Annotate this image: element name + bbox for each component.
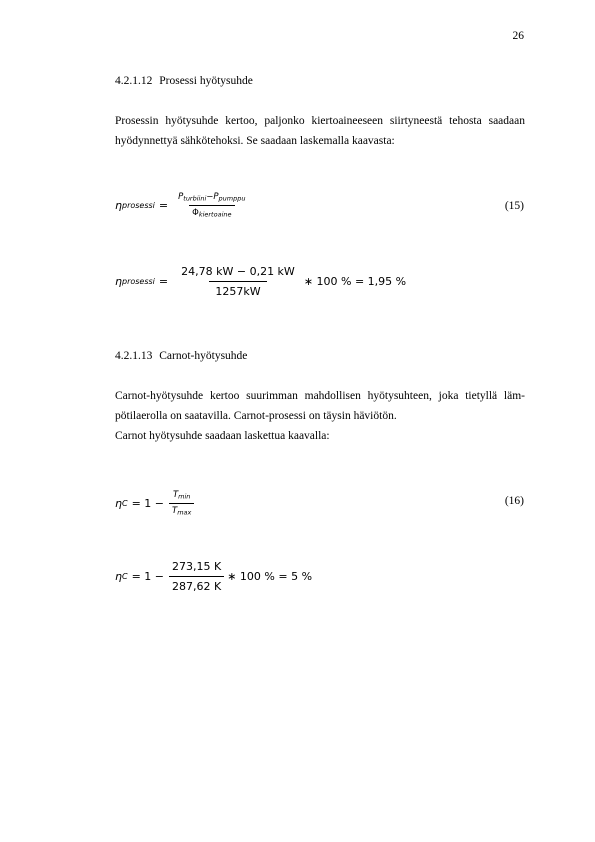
- page-number: 26: [512, 30, 524, 42]
- phi-symbol: Φ: [192, 207, 199, 218]
- section-number: 4.2.1.12: [115, 75, 153, 87]
- section-heading-carnot: [115, 350, 247, 362]
- eta-symbol: η: [115, 275, 122, 288]
- fraction-denominator: [189, 205, 234, 219]
- equation-number: (15): [504, 200, 524, 212]
- fraction-denominator: 1257kW: [209, 281, 266, 298]
- section-number: 4.2.1.13: [115, 350, 153, 362]
- fraction-numerator: 24,78 kW − 0,21 kW: [181, 265, 295, 278]
- section-heading-prosessi: [115, 75, 253, 87]
- temperature-subscript: max: [177, 508, 192, 516]
- calculation-15: [115, 265, 406, 298]
- paragraph-line: hyödynnettyä sähkötehoksi. Se saadaan laskemalla kaavasta:: [115, 135, 395, 147]
- equals-sign: =: [158, 198, 169, 212]
- temperature-symbol: T: [172, 490, 179, 500]
- fraction-denominator: 287,62 K: [169, 576, 224, 593]
- fraction: [175, 192, 248, 218]
- temperature-subscript: min: [178, 492, 191, 501]
- fraction-numerator: 273,15 K: [172, 560, 222, 573]
- eta-subscript: prosessi: [121, 277, 155, 286]
- calculation-result: ∗ 100 % = 1,95 %: [303, 275, 407, 288]
- temperature-symbol: T: [172, 505, 178, 516]
- paragraph-line: Prosessin hyötysuhde kertoo, paljonko kiertoaineeseen siirtyneestä tehosta saadaan: [115, 115, 525, 127]
- paragraph-carnot: [115, 386, 525, 446]
- power-symbol: P: [213, 192, 219, 202]
- fraction: [175, 265, 301, 298]
- paragraph-line: pötilaerolla on saatavilla. Carnot-prosessi on täysin häviötön.: [115, 410, 397, 422]
- section-title: Prosessi hyötysuhde: [159, 75, 253, 87]
- equals-sign: =: [158, 275, 169, 288]
- fraction-denominator: [169, 503, 194, 517]
- calculation-result: ∗ 100 % = 5 %: [227, 570, 313, 583]
- minus-sign: −: [206, 192, 214, 202]
- eta-subscript: prosessi: [121, 200, 155, 210]
- fraction-numerator: [170, 490, 193, 503]
- power-subscript: turbiini: [183, 194, 207, 203]
- power-subscript: pumppu: [218, 194, 246, 203]
- fraction: [169, 490, 194, 516]
- eta-subscript: C: [121, 572, 128, 581]
- section-title: Carnot-hyötysuhde: [159, 350, 248, 362]
- eta-subscript: C: [121, 498, 128, 508]
- equation-number: (16): [504, 495, 524, 507]
- power-symbol: P: [178, 192, 184, 202]
- rhs-prefix: = 1 −: [131, 496, 165, 510]
- rhs-prefix: = 1 −: [131, 570, 165, 583]
- eta-symbol: η: [115, 570, 122, 583]
- paragraph-prosessi: [115, 111, 525, 151]
- fraction-numerator: [175, 192, 248, 205]
- paragraph-line: Carnot hyötysuhde saadaan laskettua kaavalla:: [115, 430, 330, 442]
- equation-16: [115, 490, 197, 516]
- paragraph-line: Carnot-hyötysuhde kertoo suurimman mahdollisen hyötysuhteen, joka tietyllä läm-: [115, 390, 525, 402]
- calculation-16: [115, 560, 312, 593]
- phi-subscript: kiertoaine: [198, 210, 232, 218]
- equation-15: [115, 192, 252, 218]
- eta-symbol: η: [115, 496, 122, 510]
- eta-symbol: η: [115, 198, 122, 212]
- fraction: [169, 560, 224, 593]
